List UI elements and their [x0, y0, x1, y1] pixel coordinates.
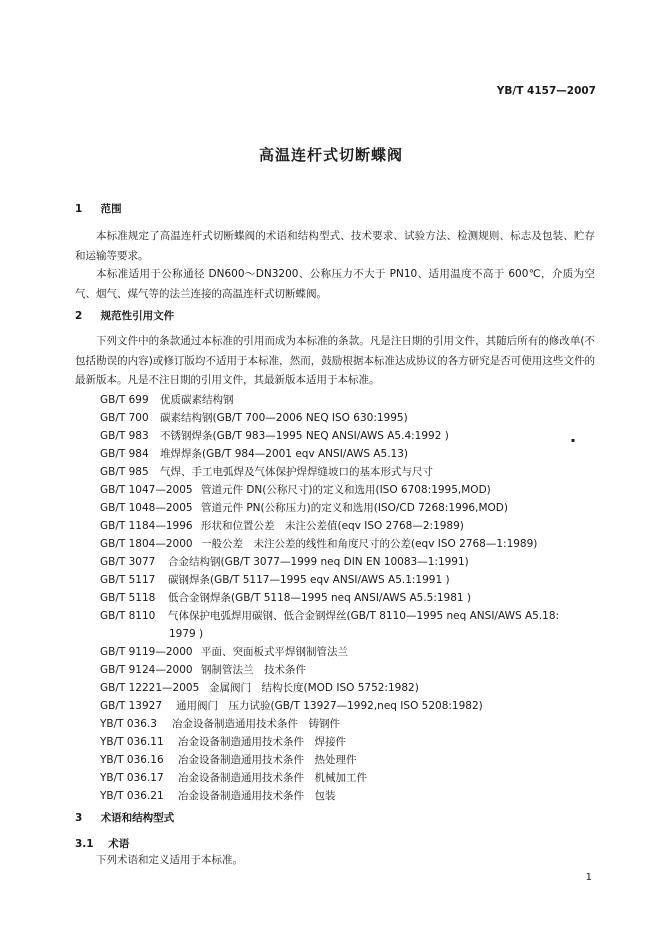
reference-title: 不锈钢焊条(GB/T 983—1995 NEQ ANSI/AWS A5.4:1992 )	[160, 430, 449, 442]
reference-code: GB/T 5118	[100, 592, 156, 604]
reference-title: 通用阀门 压力试验(GB/T 13927—1992,neq ISO 5208:1982)	[176, 700, 483, 712]
reference-title: 形状和位置公差 未注公差值(eqv ISO 2768—2:1989)	[201, 520, 464, 532]
reference-title: 合金结构钢(GB/T 3077—1999 neq DIN EN 10083—1:1991)	[168, 556, 469, 568]
reference-item	[100, 787, 600, 805]
reference-title: 一般公差 未注公差的线性和角度尺寸的公差(eqv ISO 2768—1:1989)	[201, 538, 538, 550]
reference-item	[100, 481, 600, 499]
reference-item	[100, 661, 600, 679]
reference-code: GB/T 9119—2000	[100, 646, 193, 658]
reference-title: 钢制管法兰 技术条件	[201, 664, 306, 676]
reference-title: 冶金设备制造通用技术条件 包装	[178, 790, 336, 802]
section-1-paragraph-1: 本标准规定了高温连杆式切断蝶阀的术语和结构型式、技术要求、试验方法、检测规则、标志及包装、贮存和运输等要求。	[75, 230, 595, 262]
reference-item	[100, 589, 600, 607]
reference-code: GB/T 985	[100, 466, 149, 478]
reference-item	[100, 769, 600, 787]
section-2-intro: 下列文件中的条款通过本标准的引用而成为本标准的条款。凡是注日期的引用文件，其随后所有的修改单(不包括勘误的内容)或修订版均不适用于本标准，然而，鼓励根据本标准达成协议的各方研究是否可使用这些文件的最新版本。凡是不注日期的引用文件，其最新版本适用于本标准。	[75, 335, 595, 386]
reference-code: YB/T 036.3	[100, 718, 157, 730]
reference-title: 碳素结构钢(GB/T 700—2006 NEQ ISO 630:1995)	[160, 412, 408, 424]
section-2-heading	[75, 308, 174, 323]
subsection-3-1-text: 下列术语和定义适用于本标准。	[96, 854, 243, 866]
reference-item	[100, 571, 600, 589]
reference-item	[100, 445, 600, 463]
reference-item	[100, 535, 600, 553]
reference-title: 气焊、手工电弧焊及气体保护焊焊缝坡口的基本形式与尺寸	[160, 466, 433, 478]
reference-code: GB/T 1048—2005	[100, 502, 193, 514]
standard-code: YB/T 4157—2007	[496, 85, 596, 97]
reference-item	[100, 427, 600, 445]
reference-item	[100, 409, 600, 427]
reference-item	[100, 553, 600, 571]
reference-title: 优质碳素结构钢	[160, 394, 234, 406]
reference-item	[100, 607, 600, 643]
section-title: 术语和结构型式	[100, 812, 175, 824]
section-1-paragraph-2: 本标准适用于公称通径 DN600～DN3200、公称压力不大于 PN10、适用温度不高于 600℃，介质为空气、烟气、煤气等的法兰连接的高温连杆式切断蝶阀。	[75, 268, 595, 300]
reference-title: 管道元件 PN(公称压力)的定义和选用(ISO/CD 7268:1996,MOD)	[201, 502, 508, 514]
reference-title: 低合金钢焊条(GB/T 5118—1995 neq ANSI/AWS A5.5:1981 )	[168, 592, 472, 604]
reference-code: GB/T 8110	[100, 610, 156, 622]
reference-title: 平面、突面板式平焊钢制管法兰	[201, 646, 348, 658]
reference-list	[100, 391, 600, 805]
reference-code: GB/T 1184—1996	[100, 520, 193, 532]
reference-code: GB/T 1804—2000	[100, 538, 193, 550]
reference-code: YB/T 036.21	[100, 790, 164, 802]
reference-item	[100, 715, 600, 733]
subsection-number: 3.1	[75, 838, 94, 850]
subsection-3-1-heading	[75, 836, 129, 851]
reference-code: GB/T 12221—2005	[100, 682, 200, 694]
section-number: 1	[75, 203, 83, 215]
reference-code: GB/T 700	[100, 412, 149, 424]
reference-title: 堆焊焊条(GB/T 984—2001 eqv ANSI/AWS A5.13)	[160, 448, 408, 460]
reference-item	[100, 499, 600, 517]
stray-mark: ▪	[571, 437, 576, 444]
reference-title: 冶金设备制造通用技术条件 铸钢件	[172, 718, 340, 730]
reference-code: YB/T 036.11	[100, 736, 164, 748]
reference-title: 金属阀门 结构长度(MOD ISO 5752:1982)	[209, 682, 419, 694]
section-number: 3	[75, 812, 83, 824]
reference-code: YB/T 036.16	[100, 754, 164, 766]
reference-code: GB/T 13927	[100, 700, 163, 712]
subsection-title: 术语	[108, 838, 130, 850]
reference-code: GB/T 5117	[100, 574, 156, 586]
reference-code: GB/T 9124—2000	[100, 664, 193, 676]
reference-item	[100, 733, 600, 751]
section-number: 2	[75, 310, 83, 322]
reference-item	[100, 391, 600, 409]
reference-item	[100, 697, 600, 715]
reference-title: 气体保护电弧焊用碳钢、低合金钢焊丝(GB/T 8110—1995 neq ANSI/AWS A5.18:	[168, 610, 560, 622]
section-title: 范围	[100, 203, 122, 215]
reference-item	[100, 751, 600, 769]
section-1-heading	[75, 201, 122, 216]
section-3-heading	[75, 810, 174, 825]
reference-title: 冶金设备制造通用技术条件 热处理件	[178, 754, 357, 766]
reference-code: GB/T 1047—2005	[100, 484, 193, 496]
reference-title: 冶金设备制造通用技术条件 机械加工件	[178, 772, 367, 784]
reference-code: GB/T 984	[100, 448, 149, 460]
reference-item	[100, 679, 600, 697]
section-title: 规范性引用文件	[100, 310, 175, 322]
reference-item	[100, 517, 600, 535]
reference-title-continuation: 1979 )	[169, 628, 204, 640]
reference-item	[100, 463, 600, 481]
reference-code: GB/T 983	[100, 430, 149, 442]
document-title: 高温连杆式切断蝶阀	[258, 146, 403, 164]
reference-title: 冶金设备制造通用技术条件 焊接件	[178, 736, 346, 748]
page-number: 1	[585, 872, 592, 883]
reference-item	[100, 643, 600, 661]
reference-code: GB/T 3077	[100, 556, 156, 568]
reference-title: 管道元件 DN(公称尺寸)的定义和选用(ISO 6708:1995,MOD)	[201, 484, 491, 496]
reference-code: YB/T 036.17	[100, 772, 164, 784]
reference-title: 碳钢焊条(GB/T 5117—1995 eqv ANSI/AWS A5.1:1991 )	[168, 574, 450, 586]
reference-code: GB/T 699	[100, 394, 149, 406]
